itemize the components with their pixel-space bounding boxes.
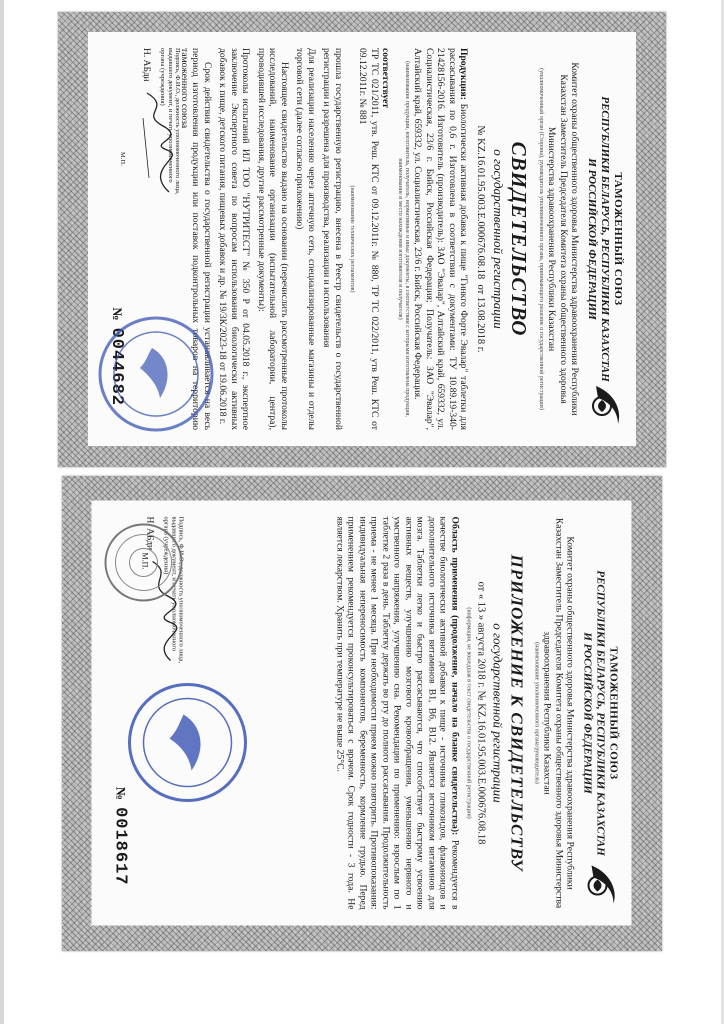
gray-round-seal (102, 521, 186, 605)
conforms-text: ТР ТС 021/2011, утв. Реш. КТС от 09.12.2011г. № 880, ТР ТС 022/2011, утв Реш. КТС от 09.12.2011г. № 881 (357, 48, 380, 430)
registration-date-prefix: от (474, 284, 486, 295)
certificate-panel (88, 32, 636, 446)
certificate-header (537, 48, 624, 430)
signatory-name: Н. АБди (140, 48, 151, 82)
certificate-signature-block (140, 48, 181, 198)
validity-text: Срок действия свидетельства о государственной регистрации устанавливается на весь период изготовления продукции или поставок подконтрольных товаров на территорию таможенного союза (178, 48, 213, 430)
appendix-date-year: 2018 (475, 658, 487, 680)
basis-text: Настоящее свидетельство выдано на основании (перечислить рассмотренные протоколы исследований, наименование организации (испытательной лаборатории, центра), проводившей исследования, другие рассмотренные документы): (255, 48, 290, 430)
authority-note: (уполномоченный орган (Сторона), руководитель уполномоченного органа, принимающего решение о государственной регистрации) (537, 68, 544, 410)
protocols-text: Протоколы испытаний ИЛ ТОО "НУТРИТЕСТ" № 350 Р от 04.05.2018 г., экспертное заключение Экспертного совета по вопросам использования биологически активных добавок к пище, детского питания, пищевых добавок и др. № 19/3К/2023-18 от 19.06.2018 г. (217, 48, 252, 430)
use-text: Для реализации населению через аптечную сеть, специализированные магазины и отделы торговой сети (далее согласно приложению) (294, 48, 317, 430)
conforms-paragraph (357, 48, 392, 430)
product-paragraph (412, 48, 470, 430)
round-stamp-icon (126, 681, 250, 805)
scan-edge-left (0, 0, 4, 1024)
area-text: Рекомендуется в качестве биологически активной добавки к пище - источника гликозидов, флавоноидов и дополнительного источника витаминов В1, В6, В12. Является источником витаминов для мозга. Таблетки легко и быстро рассасываются, что способствует быстрому усвоению активных веществ, улучшению мозгового кровообращения, уменьшению нервного и умственного напряжения, улучшению сна. Рекомендации по применению: взрослым по 1 таблетке 2 раза в день. Таблетку держать во рту до полного рассасывания. Продолжительность приема - не менее 1 месяца. При необходимости прием можно повторить. Противопоказания: индивидуальная непереносимость компонентов, беременность, кормление грудью. Перед применением рекомендуется проконсультироваться с врачом. Срок годности - 3 года. Не является лекарством. Хранить при температуре не выше 25°С. (334, 516, 461, 910)
area-label: Область применения (продолжение, начало на бланке свидетельства): (449, 516, 461, 836)
round-stamp-icon (96, 314, 216, 434)
appendix-subtitle: о государственной регистрации (490, 623, 506, 803)
appendix-date-line (474, 517, 487, 910)
appendix-header (532, 517, 619, 910)
conforms-label: соответствует (380, 48, 392, 109)
republics-line-2: И РОССИЙСКОЙ ФЕДЕРАЦИИ (581, 632, 594, 794)
union-name: ТАМОЖЕННЫЙ СОЮЗ (607, 646, 620, 780)
seal-mp-label: М.П. (140, 552, 150, 570)
union-name: ТАМОЖЕННЫЙ СОЮЗ (612, 172, 624, 306)
registration-number: № KZ.16.01.95.003.E.000676.08.18 (474, 125, 486, 280)
authority-note: (наименование уполномоченного органа/руководитель) (533, 642, 540, 784)
republics-line-1: РЕСПУБЛИКИ БЕЛАРУСЬ, РЕСПУБЛИКИ КАЗАХСТАН (598, 96, 611, 382)
appendix-panel (92, 501, 632, 926)
certificate-title: СВИДЕТЕЛЬСТВО (506, 141, 531, 337)
customs-union-logo-icon (582, 862, 622, 908)
handwritten-signature-icon (137, 88, 177, 198)
signature-note: Подпись, Ф.И.О., должность уполномоченного лица, выдавшего документ, и печать уполномоченного органа (учреждения) (162, 516, 185, 664)
form-number: 0018617 (110, 807, 130, 886)
round-blue-stamp-top (96, 314, 216, 434)
conforms-note: (наименование технических регламентов) (349, 185, 355, 293)
issuing-committee: Комитет охраны общественного здоровья Министерства здравоохранения Республики Казахстан Заместитель Председателя Комитета охраны общественного здоровья Министерства здравоохранения Республики Казахстан (541, 517, 576, 909)
area-paragraph (334, 517, 461, 910)
form-number-prefix: № (110, 307, 126, 322)
appendix-date-from: от « 13 » (475, 581, 487, 621)
registration-number-line (473, 48, 486, 430)
certificate-subtitle: о государственной регистрации (490, 149, 506, 329)
appendix-rotated-content (92, 501, 632, 926)
signature-note: Подпись, Ф.И.О., должность уполномоченного лица, выдавшего документ, и печать уполномоченного органа (учреждения) (159, 48, 182, 195)
product-text: Биологически активная добавка к пище "Гинкго Форте Эвалар" таблетки для рассасывания по 0,6 г. Изготовлена в соответствии с документами: ТУ 10.89.19-340-21428156-2016. Изготовитель (производитель): ЗАО "Эвалар", Алтайский край, 659332, ул. Социалистическая, 23/6 г. Бийск, Российская Федерация; Получатель: ЗАО "Эвалар", Алтайский край, 659332, ул. Социалистическая, 23/6 г. Бийск, Российская Федерация. (412, 48, 470, 430)
issuing-committee: Комитет охраны общественного здоровья Министерства здравоохранения Республики Казахстан Заместитель Председателя Комитета охраны общественного здоровья Министерства здравоохранения Республики Казахстан (546, 62, 581, 416)
appendix-reg-number: KZ.16.01.95.003.E.000676.08.18 (475, 703, 487, 845)
mp-label: М.П. (118, 152, 126, 166)
republics-line-1: РЕСПУБЛИКИ БЕЛАРУСЬ, РЕСПУБЛИКИ КАЗАХСТАН (594, 570, 607, 856)
certificate-form (58, 12, 666, 467)
form-number: 0044682 (107, 327, 127, 406)
form-number-prefix: № (113, 787, 129, 802)
republics-line-2: И РОССИЙСКОЙ ФЕДЕРАЦИИ (585, 158, 598, 320)
registry-text: прошла государственную регистрацию, внесена в Реестр свидетельств о государственной регистрации и разрешена для производства, реализации и использования (321, 48, 344, 430)
product-label: Продукция: (458, 48, 470, 100)
info-note: (информация, не вошедшая в текст свидетельства о государственной регистрации) (465, 607, 472, 819)
appendix-date-month: августа (475, 622, 487, 656)
round-blue-stamp-bottom (126, 681, 250, 805)
appendix-form (62, 476, 662, 951)
customs-union-logo-icon (586, 382, 626, 428)
appendix-date-g: г. № (475, 682, 487, 701)
product-note: (наименование продукции, изготовитель, получатель, нормативные и иные документы, в соответствии с которыми изготовлена продукция, наименование и место нахождения изготовителя и получателя) (396, 61, 410, 417)
certificate-rotated-content (88, 32, 636, 446)
appendix-title: ПРИЛОЖЕНИЕ К СВИДЕТЕЛЬСТВУ (507, 554, 527, 872)
signatory-name: Н. АБди (144, 516, 155, 551)
registration-date: 13.08.2018 г. (474, 296, 486, 353)
